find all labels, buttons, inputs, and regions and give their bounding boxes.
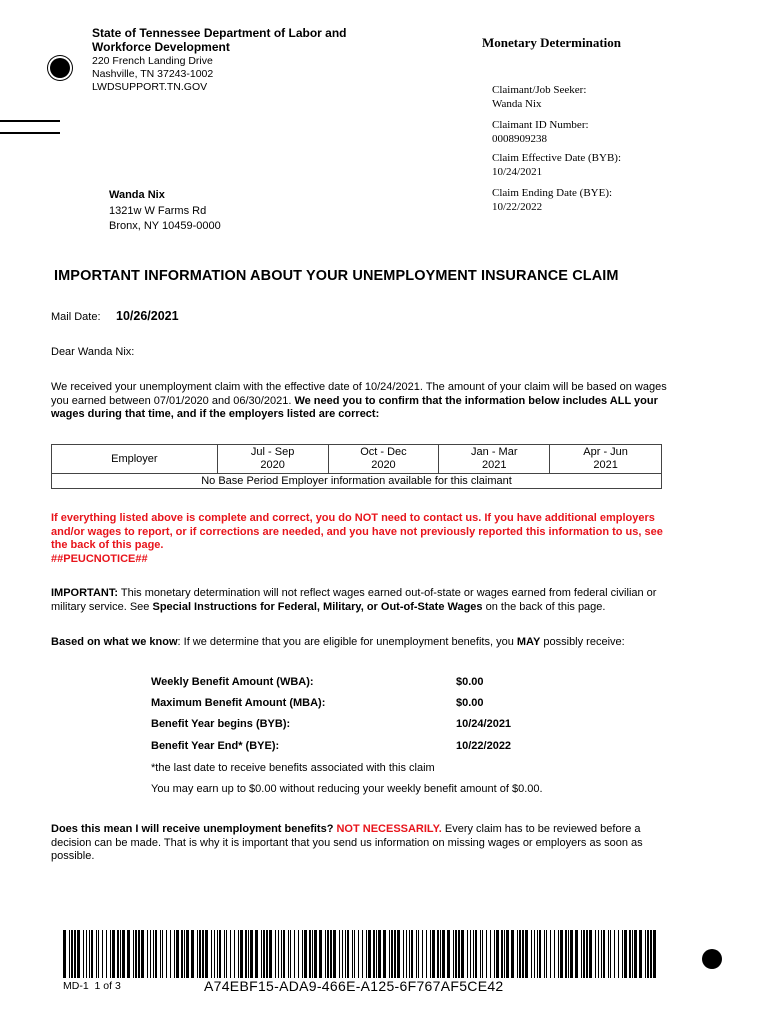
barcode-bar (546, 930, 547, 978)
barcode-bar (458, 930, 460, 978)
barcode-bar (437, 930, 439, 978)
barcode-bar (610, 930, 611, 978)
barcode-bar (586, 930, 588, 978)
barcode-bar (314, 930, 317, 978)
mba-label: Maximum Benefit Amount (MBA): (151, 697, 326, 709)
no-employer-message: No Base Period Employer information available for this claimant (52, 474, 662, 489)
quarter-year: 2020 (260, 459, 285, 471)
barcode-bar (473, 930, 474, 978)
barcode-bar (153, 930, 154, 978)
fold-line (0, 120, 60, 122)
intro-text: We received your unemployment claim with the effective date of 10/24/2021. The amount of your claim will be based on wages you earned between 07/01/2020 and 06/30/2021. (51, 381, 667, 407)
barcode-bar (166, 930, 167, 978)
wage-table (51, 444, 662, 489)
barcode-bar (226, 930, 227, 978)
barcode-bar (162, 930, 163, 978)
form-id: MD-1 (63, 980, 89, 992)
barcode (63, 930, 658, 978)
barcode-bar (624, 930, 627, 978)
barcode-bar (430, 930, 431, 978)
quarter-period: Apr - Jun (583, 446, 628, 458)
claimant-value: Wanda Nix (492, 98, 542, 110)
barcode-bar (394, 930, 396, 978)
barcode-bar (501, 930, 503, 978)
barcode-bar (288, 930, 289, 978)
barcode-bar (269, 930, 272, 978)
barcode-bar (554, 930, 555, 978)
quarter-header (328, 445, 439, 474)
barcode-bar (181, 930, 183, 978)
document-title: Monetary Determination (482, 35, 621, 50)
barcode-bar (373, 930, 375, 978)
barcode-bar (309, 930, 311, 978)
barcode-bar (411, 930, 413, 978)
barcode-bar (447, 930, 450, 978)
barcode-bar (150, 930, 151, 978)
barcode-bar (325, 930, 326, 978)
barcode-bar (366, 930, 367, 978)
barcode-bar (461, 930, 464, 978)
barcode-bar (250, 930, 253, 978)
barcode-bar (539, 930, 541, 978)
barcode-bar (170, 930, 171, 978)
barcode-bar (614, 930, 615, 978)
barcode-bar (534, 930, 535, 978)
barcode-bar (467, 930, 468, 978)
barcode-bar (368, 930, 371, 978)
barcode-bar (496, 930, 499, 978)
earnings-note: You may earn up to $0.00 without reducing your weekly benefit amount of $0.00. (151, 783, 543, 795)
mba-value: $0.00 (456, 697, 484, 709)
bye-value: 10/22/2022 (456, 740, 512, 752)
barcode-bar (354, 930, 355, 978)
barcode-bar (205, 930, 208, 978)
barcode-bar (506, 930, 509, 978)
claimant-label: Claimant/Job Seeker: (492, 84, 587, 96)
intro-paragraph (51, 381, 676, 422)
mail-date-value: 10/26/2021 (116, 309, 179, 323)
quarter-header (439, 445, 550, 474)
barcode-bar (383, 930, 386, 978)
barcode-bar (240, 930, 243, 978)
barcode-bar (211, 930, 212, 978)
barcode-bar (475, 930, 477, 978)
barcode-bar (531, 930, 532, 978)
document-code: A74EBF15-ADA9-466E-A125-6F767AF5CE42 (204, 978, 504, 994)
barcode-bar (480, 930, 481, 978)
barcode-bar (470, 930, 471, 978)
barcode-bar (275, 930, 276, 978)
barcode-bar (197, 930, 198, 978)
barcode-bar (558, 930, 559, 978)
barcode-bar (141, 930, 144, 978)
barcode-bar (224, 930, 225, 978)
barcode-bar (645, 930, 646, 978)
may-emphasis: MAY (516, 636, 541, 648)
barcode-bar (74, 930, 76, 978)
barcode-bar (432, 930, 435, 978)
barcode-bar (595, 930, 596, 978)
barcode-bar (550, 930, 551, 978)
based-on-text: : If we determine that you are eligible for unemployment benefits, you (177, 636, 517, 648)
barcode-bar (440, 930, 441, 978)
barcode-bar (234, 930, 235, 978)
barcode-bar (133, 930, 134, 978)
recipient-name: Wanda Nix (109, 189, 165, 201)
table-header-row (52, 445, 662, 474)
barcode-bar (176, 930, 179, 978)
barcode-bar (278, 930, 279, 978)
faq-question: Does this mean I will receive unemployment benefits? (51, 823, 334, 835)
barcode-bar (327, 930, 329, 978)
quarter-period: Jul - Sep (250, 446, 295, 458)
barcode-bar (650, 930, 652, 978)
barcode-bar (69, 930, 70, 978)
barcode-bar (155, 930, 157, 978)
claimant-id-label: Claimant ID Number: (492, 119, 589, 131)
barcode-bar (199, 930, 201, 978)
important-paragraph (51, 587, 676, 614)
quarter-year: 2020 (371, 459, 396, 471)
barcode-bar (120, 930, 121, 978)
barcode-bar (319, 930, 322, 978)
quarter-period: Jan - Mar (471, 446, 518, 458)
barcode-bar (504, 930, 505, 978)
barcode-bar (261, 930, 262, 978)
barcode-bar (629, 930, 631, 978)
barcode-bar (202, 930, 204, 978)
quarter-year: 2021 (593, 459, 618, 471)
employer-header: Employer (52, 445, 218, 474)
barcode-bar (298, 930, 299, 978)
barcode-bar (112, 930, 115, 978)
barcode-bar (312, 930, 313, 978)
registration-mark-icon (50, 58, 70, 78)
barcode-bar (544, 930, 545, 978)
recipient-street: 1321w W Farms Rd (109, 205, 207, 217)
important-text: This monetary determination will not reflect wages earned out-of-state or wages earned from federal civilian or military service. See (51, 587, 657, 613)
barcode-bar (342, 930, 343, 978)
barcode-bar (418, 930, 419, 978)
barcode-bar (525, 930, 528, 978)
barcode-bar (581, 930, 582, 978)
claim-ending-label: Claim Ending Date (BYE): (492, 187, 613, 199)
table-row (52, 474, 662, 489)
barcode-bar (219, 930, 221, 978)
correction-notice (51, 512, 676, 566)
agency-website: LWDSUPPORT.TN.GOV (92, 81, 208, 93)
wba-label: Weekly Benefit Amount (WBA): (151, 676, 314, 688)
barcode-bar (511, 930, 514, 978)
barcode-bar (389, 930, 390, 978)
barcode-bar (345, 930, 346, 978)
claim-effective-value: 10/24/2021 (492, 166, 543, 178)
barcode-bar (248, 930, 249, 978)
barcode-bar (494, 930, 495, 978)
barcode-bar (302, 930, 303, 978)
notice-tag: ##PEUCNOTICE## (51, 552, 148, 565)
barcode-bar (110, 930, 111, 978)
based-on-text-end: possibly receive: (540, 636, 625, 648)
barcode-bar (89, 930, 90, 978)
benefit-footnote: *the last date to receive benefits associated with this claim (151, 762, 435, 774)
quarter-year: 2021 (482, 459, 507, 471)
barcode-bar (622, 930, 623, 978)
barcode-bar (570, 930, 573, 978)
barcode-bar (294, 930, 295, 978)
barcode-bar (618, 930, 619, 978)
barcode-bar (378, 930, 381, 978)
barcode-bar (403, 930, 404, 978)
barcode-bar (632, 930, 633, 978)
barcode-bar (106, 930, 107, 978)
barcode-bar (184, 930, 185, 978)
barcode-bar (397, 930, 400, 978)
barcode-bar (426, 930, 427, 978)
barcode-bar (63, 930, 66, 978)
barcode-bar (138, 930, 140, 978)
barcode-bar (490, 930, 491, 978)
barcode-bar (639, 930, 642, 978)
barcode-bar (304, 930, 307, 978)
claim-effective-label: Claim Effective Date (BYB): (492, 152, 622, 164)
important-text-end: on the back of this page. (482, 600, 606, 613)
barcode-bar (135, 930, 137, 978)
quarter-period: Oct - Dec (360, 446, 407, 458)
mail-date-label: Mail Date: (51, 311, 101, 323)
faq-answer: Every claim has to be reviewed before a decision can be made. That is why it is important that you send us information on missing wages or employers as soon as possible. (51, 823, 643, 862)
correction-notice-text: If everything listed above is complete and correct, you do NOT need to contact us. If you have additional employers and/or wages to report, or if corrections are needed, and you have not previously reported this information to us, see the back of this page. (51, 512, 663, 551)
barcode-bar (422, 930, 423, 978)
page-number: 1 of 3 (94, 980, 121, 992)
bye-label: Benefit Year End* (BYE): (151, 740, 280, 752)
barcode-bar (362, 930, 363, 978)
barcode-bar (519, 930, 521, 978)
barcode-bar (86, 930, 87, 978)
special-instructions-reference: Special Instructions for Federal, Military, or Out-of-State Wages (152, 600, 483, 613)
barcode-bar (455, 930, 457, 978)
salutation: Dear Wanda Nix: (51, 346, 135, 358)
barcode-bar (186, 930, 189, 978)
barcode-bar (647, 930, 649, 978)
barcode-bar (598, 930, 599, 978)
barcode-bar (603, 930, 605, 978)
agency-address-line2: Nashville, TN 37243-1002 (92, 68, 214, 80)
barcode-bar (391, 930, 393, 978)
barcode-bar (245, 930, 247, 978)
barcode-bar (98, 930, 99, 978)
claimant-id-value: 0008909238 (492, 133, 547, 145)
fold-line (0, 132, 60, 134)
barcode-bar (217, 930, 218, 978)
barcode-bar (560, 930, 563, 978)
claim-ending-value: 10/22/2022 (492, 201, 543, 213)
byb-label: Benefit Year begins (BYB): (151, 718, 291, 730)
barcode-bar (568, 930, 569, 978)
barcode-bar (339, 930, 340, 978)
registration-dot-icon (702, 949, 722, 969)
barcode-bar (608, 930, 609, 978)
barcode-bar (601, 930, 602, 978)
barcode-bar (102, 930, 103, 978)
barcode-bar (517, 930, 518, 978)
barcode-bar (230, 930, 231, 978)
quarter-header (550, 445, 662, 474)
barcode-bar (537, 930, 538, 978)
barcode-bar (376, 930, 377, 978)
barcode-bar (653, 930, 656, 978)
byb-value: 10/24/2021 (456, 718, 512, 730)
barcode-bar (482, 930, 483, 978)
barcode-bar (160, 930, 161, 978)
recipient-city: Bronx, NY 10459-0000 (109, 220, 221, 232)
barcode-bar (442, 930, 445, 978)
barcode-bar (416, 930, 417, 978)
based-on-label: Based on what we know (51, 636, 178, 648)
barcode-bar (91, 930, 93, 978)
barcode-bar (191, 930, 194, 978)
quarter-header (217, 445, 328, 474)
barcode-bar (71, 930, 73, 978)
barcode-bar (266, 930, 268, 978)
barcode-bar (77, 930, 80, 978)
barcode-bar (263, 930, 265, 978)
form-page-indicator (63, 980, 121, 992)
wba-value: $0.00 (456, 676, 484, 688)
barcode-bar (147, 930, 148, 978)
barcode-bar (565, 930, 567, 978)
barcode-bar (238, 930, 239, 978)
barcode-bar (330, 930, 332, 978)
barcode-bar (347, 930, 349, 978)
barcode-bar (358, 930, 359, 978)
barcode-bar (117, 930, 119, 978)
barcode-bar (96, 930, 97, 978)
faq-answer-emphasis: NOT NECESSARILY. (333, 823, 442, 835)
barcode-bar (122, 930, 125, 978)
intro-bold-text: We need you to confirm that the information below includes ALL your wages during that time, and if the employers listed are correct: (51, 394, 658, 420)
barcode-bar (214, 930, 215, 978)
barcode-bar (255, 930, 258, 978)
important-label: IMPORTANT: (51, 587, 119, 599)
barcode-bar (333, 930, 336, 978)
barcode-bar (453, 930, 454, 978)
barcode-bar (634, 930, 637, 978)
barcode-bar (406, 930, 407, 978)
barcode-bar (486, 930, 487, 978)
barcode-bar (352, 930, 353, 978)
barcode-bar (283, 930, 285, 978)
faq-paragraph (51, 823, 676, 864)
barcode-bar (290, 930, 291, 978)
barcode-bar (409, 930, 410, 978)
based-on-paragraph (51, 636, 676, 650)
barcode-bar (583, 930, 585, 978)
agency-name: State of Tennessee Department of Labor and Workforce Development (92, 26, 347, 54)
barcode-bar (174, 930, 175, 978)
barcode-bar (281, 930, 282, 978)
barcode-bar (83, 930, 84, 978)
barcode-bar (522, 930, 524, 978)
barcode-bar (589, 930, 592, 978)
agency-address-line1: 220 French Landing Drive (92, 55, 213, 67)
barcode-bar (127, 930, 130, 978)
barcode-bar (575, 930, 578, 978)
page-headline: IMPORTANT INFORMATION ABOUT YOUR UNEMPLOYMENT INSURANCE CLAIM (54, 268, 619, 284)
